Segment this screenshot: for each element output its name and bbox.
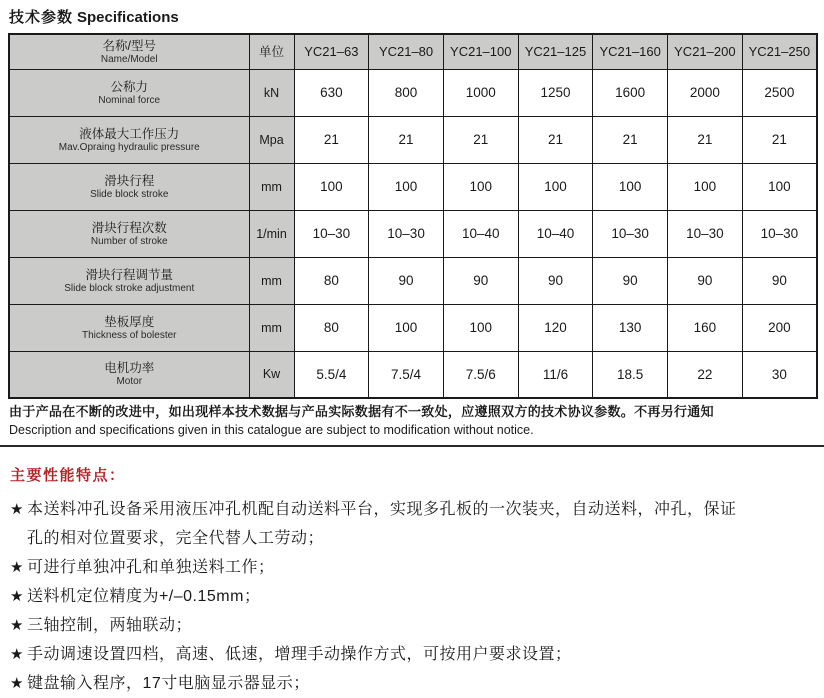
value-cell: 2500 [742, 69, 817, 116]
value-cell: 630 [294, 69, 369, 116]
header-name-model-zh: 名称/型号 [102, 38, 156, 53]
feature-text: 本送料冲孔设备采用液压冲孔机配自动送料平台，实现多孔板的一次装夹，自动送料，冲孔，保证 [26, 501, 737, 518]
star-icon: ★ [10, 675, 24, 692]
row-label-en: Thickness of bolester [82, 329, 177, 341]
note-line-en: Description and specifications given in this catalogue are subject to modification without notice. [9, 423, 534, 437]
value-cell: 100 [742, 163, 817, 210]
value-cell: 90 [443, 257, 518, 304]
row-label-en: Motor [116, 376, 143, 388]
feature-item [10, 582, 824, 611]
feature-item [10, 669, 824, 698]
row-label-en: Number of stroke [90, 235, 168, 247]
page-title [9, 8, 824, 28]
value-cell: 10–40 [443, 210, 518, 257]
feature-line [10, 582, 824, 611]
value-cell: 80 [294, 304, 369, 351]
row-label-zh: 液体最大工作压力 [79, 126, 180, 141]
value-cell: 2000 [668, 69, 743, 116]
feature-item [10, 640, 824, 669]
value-cell: 10–30 [369, 210, 444, 257]
row-unit-cell: kN [249, 69, 294, 116]
value-cell: 100 [668, 163, 743, 210]
row-label-en: Nominal force [98, 94, 161, 106]
features-list [10, 495, 824, 698]
value-cell: 21 [294, 116, 369, 163]
table-body [9, 69, 817, 398]
row-label-cell [9, 69, 249, 116]
value-cell: 100 [593, 163, 668, 210]
row-label-cell [9, 116, 249, 163]
star-icon: ★ [10, 501, 24, 518]
header-cell-model: YC21–160 [593, 34, 668, 69]
row-label-zh: 公称力 [110, 79, 148, 94]
value-cell: 1250 [518, 69, 593, 116]
value-cell: 7.5/6 [443, 351, 518, 398]
value-cell: 10–40 [518, 210, 593, 257]
feature-item [10, 611, 824, 640]
value-cell: 21 [593, 116, 668, 163]
features-heading: 主要性能特点： [10, 467, 126, 484]
value-cell: 21 [742, 116, 817, 163]
table-row [9, 304, 817, 351]
row-label-zh: 滑块行程 [104, 173, 155, 188]
page [0, 8, 824, 692]
value-cell: 130 [593, 304, 668, 351]
value-cell: 10–30 [668, 210, 743, 257]
row-label-cell [9, 210, 249, 257]
value-cell: 11/6 [518, 351, 593, 398]
row-label-zh: 滑块行程调节量 [85, 267, 173, 282]
value-cell: 21 [518, 116, 593, 163]
star-icon: ★ [10, 559, 24, 576]
header-cell-model: YC21–125 [518, 34, 593, 69]
feature-text: 三轴控制，两轴联动； [26, 617, 192, 634]
header-cell-model: YC21–63 [294, 34, 369, 69]
value-cell: 100 [369, 304, 444, 351]
row-label-cell [9, 351, 249, 398]
divider-line [0, 445, 824, 447]
feature-text: 手动调速设置四档，高速、低速，增理手动操作方式，可按用户要求设置； [26, 646, 572, 663]
note [9, 403, 824, 439]
table-row [9, 116, 817, 163]
value-cell: 100 [518, 163, 593, 210]
row-label-zh: 滑块行程次数 [91, 220, 167, 235]
feature-text: 送料机定位精度为+/–0.15mm； [26, 588, 261, 605]
feature-text: 孔的相对位置要求，完全代替人工劳动； [27, 530, 325, 547]
row-unit-cell: Kw [249, 351, 294, 398]
value-cell: 18.5 [593, 351, 668, 398]
table-header-row [9, 34, 817, 69]
value-cell: 21 [668, 116, 743, 163]
value-cell: 90 [742, 257, 817, 304]
feature-text: 键盘输入程序，17寸电脑显示器显示； [26, 675, 310, 692]
row-label-zh: 电机功率 [104, 361, 155, 376]
header-cell-model: YC21–100 [443, 34, 518, 69]
row-unit-cell: mm [249, 163, 294, 210]
row-label-cell [9, 304, 249, 351]
value-cell: 22 [668, 351, 743, 398]
value-cell: 10–30 [593, 210, 668, 257]
row-unit-cell: mm [249, 257, 294, 304]
value-cell: 160 [668, 304, 743, 351]
value-cell: 100 [443, 163, 518, 210]
table-row [9, 351, 817, 398]
header-cell-name-model [9, 34, 249, 69]
value-cell: 100 [443, 304, 518, 351]
header-cell-model: YC21–80 [369, 34, 444, 69]
value-cell: 100 [294, 163, 369, 210]
row-unit-cell: 1/min [249, 210, 294, 257]
feature-item [10, 495, 824, 553]
row-unit-cell: mm [249, 304, 294, 351]
header-cell-model: YC21–200 [668, 34, 743, 69]
feature-line [10, 640, 824, 669]
row-label-en: Slide block stroke [90, 188, 169, 200]
value-cell: 7.5/4 [369, 351, 444, 398]
table-row [9, 69, 817, 116]
table-header [9, 34, 817, 69]
page-title-en: Specifications [77, 9, 179, 26]
table-row [9, 163, 817, 210]
star-icon: ★ [10, 617, 24, 634]
value-cell: 30 [742, 351, 817, 398]
value-cell: 21 [369, 116, 444, 163]
feature-text: 可进行单独冲孔和单独送料工作； [26, 559, 275, 576]
star-icon: ★ [10, 646, 24, 663]
value-cell: 5.5/4 [294, 351, 369, 398]
row-label-en: Slide block stroke adjustment [64, 282, 195, 294]
value-cell: 21 [443, 116, 518, 163]
note-line-zh: 由于产品在不断的改进中，如出现样本技术数据与产品实际数据有不一致处，应遵照双方的技术协议参数。不再另行通知 [9, 404, 714, 419]
value-cell: 1000 [443, 69, 518, 116]
value-cell: 1600 [593, 69, 668, 116]
value-cell: 800 [369, 69, 444, 116]
value-cell: 100 [369, 163, 444, 210]
feature-line-continued [10, 524, 824, 553]
value-cell: 200 [742, 304, 817, 351]
row-label-cell [9, 163, 249, 210]
value-cell: 120 [518, 304, 593, 351]
value-cell: 10–30 [742, 210, 817, 257]
feature-line [10, 669, 824, 698]
star-icon: ★ [10, 588, 24, 605]
row-label-cell [9, 257, 249, 304]
row-label-en: Mav.Opraing hydraulic pressure [58, 141, 200, 153]
feature-line [10, 553, 824, 582]
table-row [9, 210, 817, 257]
header-cell-unit: 单位 [249, 34, 294, 69]
value-cell: 10–30 [294, 210, 369, 257]
specifications-table [8, 33, 818, 399]
feature-line [10, 611, 824, 640]
row-unit-cell: Mpa [249, 116, 294, 163]
feature-item [10, 553, 824, 582]
header-cell-model: YC21–250 [742, 34, 817, 69]
value-cell: 90 [518, 257, 593, 304]
page-title-zh: 技术参数 [9, 9, 74, 26]
value-cell: 90 [668, 257, 743, 304]
value-cell: 90 [593, 257, 668, 304]
value-cell: 90 [369, 257, 444, 304]
feature-line [10, 495, 824, 524]
value-cell: 80 [294, 257, 369, 304]
table-row [9, 257, 817, 304]
header-name-model-en: Name/Model [100, 53, 158, 65]
row-label-zh: 垫板厚度 [104, 314, 155, 329]
